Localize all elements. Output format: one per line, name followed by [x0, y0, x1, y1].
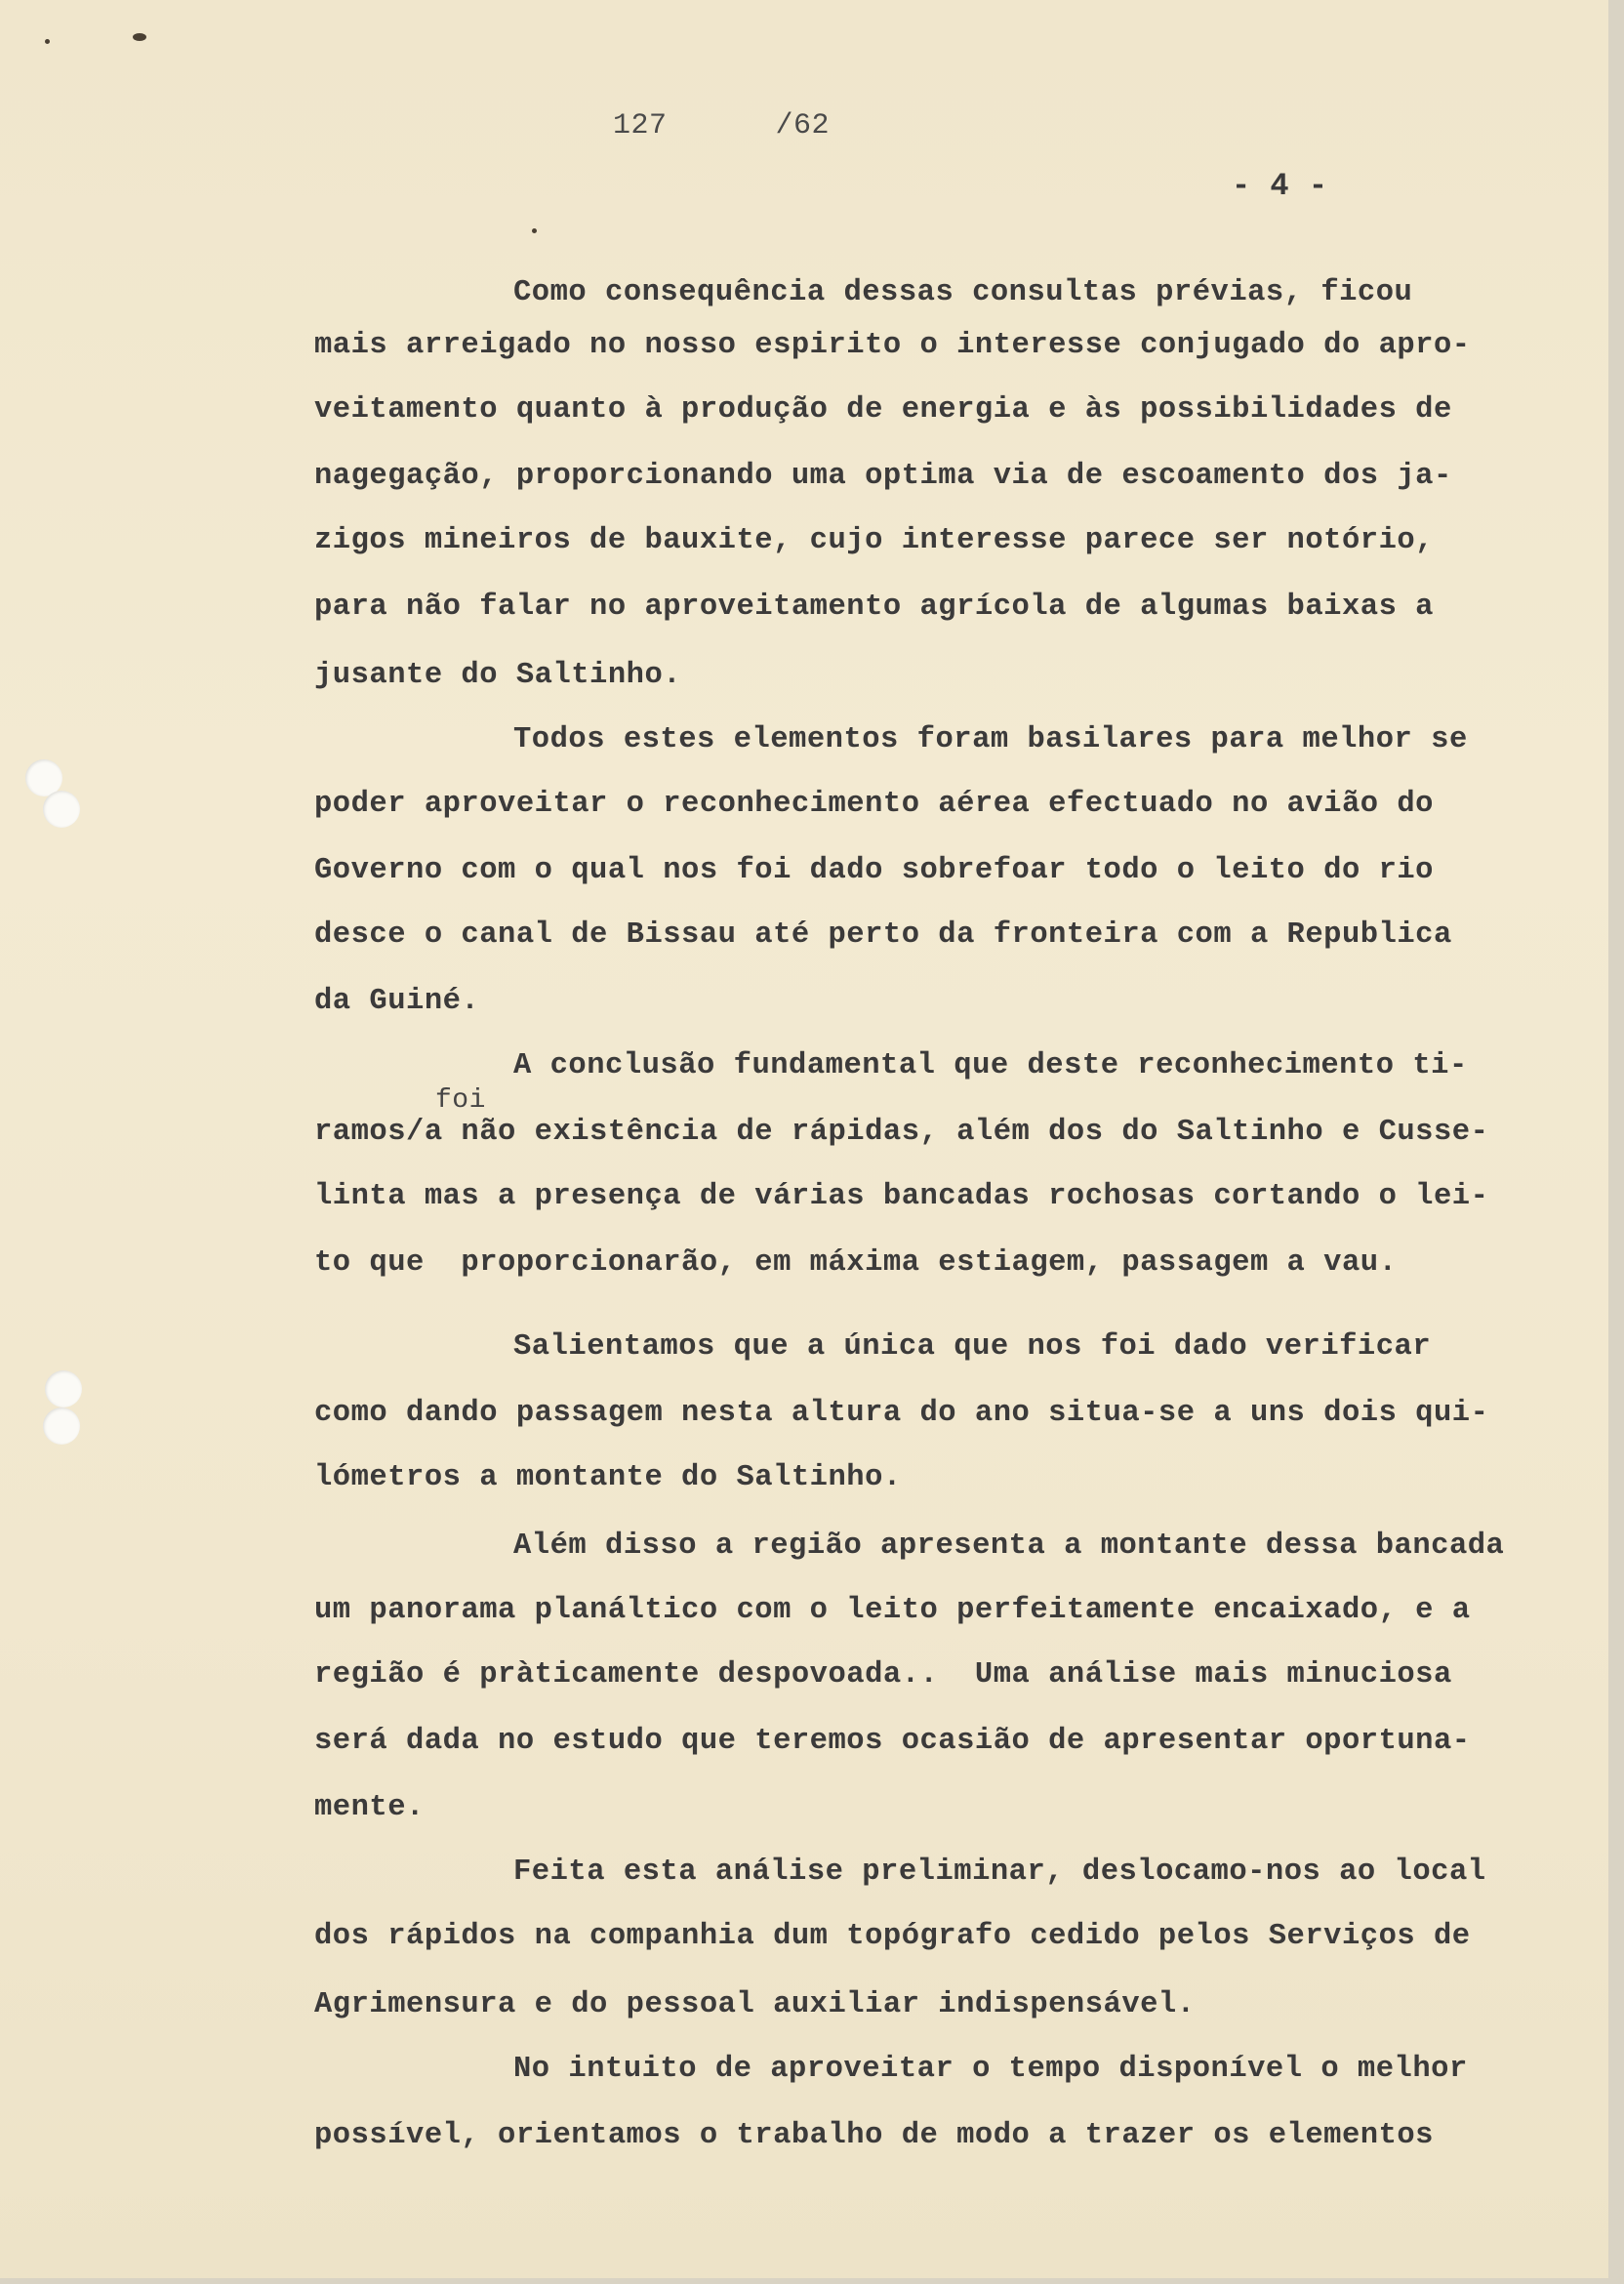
text-line: mente. [314, 1791, 425, 1824]
text-line: dos rápidos na companhia dum topógrafo cedido pelos Serviços de [314, 1920, 1471, 1953]
text-line: Feita esta análise preliminar, deslocamo-nos ao local [513, 1856, 1486, 1889]
text-line: Salientamos que a única que nos foi dado verificar [513, 1330, 1432, 1364]
reference-number: 127 /62 [613, 109, 831, 143]
text-line: linta mas a presença de várias bancadas rochosas cortando o lei- [314, 1180, 1489, 1213]
text-line: nagegação, proporcionando uma optima via de escoamento dos ja- [314, 460, 1452, 493]
punch-hole [45, 1370, 82, 1407]
ink-speck [45, 39, 50, 44]
text-line: veitamento quanto à produção de energia e às possibilidades de [314, 393, 1452, 427]
text-line: to que proporcionarão, em máxima estiagem, passagem a vau. [314, 1246, 1398, 1280]
text-line: região é pràticamente despovoada.. Uma análise mais minuciosa [314, 1658, 1452, 1692]
text-line: jusante do Saltinho. [314, 659, 682, 692]
text-line: Governo com o qual nos foi dado sobrefoar todo o leito do rio [314, 854, 1434, 887]
text-line: A conclusão fundamental que deste reconhecimento ti- [513, 1049, 1468, 1082]
text-line: Como consequência dessas consultas prévias, ficou [513, 276, 1413, 309]
text-line: No intuito de aproveitar o tempo disponível o melhor [513, 2053, 1468, 2086]
text-line: será dada no estudo que teremos ocasião de apresentar oportuna- [314, 1725, 1471, 1758]
ink-speck [532, 228, 537, 233]
punch-hole [43, 791, 80, 828]
text-line: um panorama planáltico com o leito perfeitamente encaixado, e a [314, 1594, 1471, 1627]
page-number: - 4 - [1232, 168, 1328, 204]
text-line: lómetros a montante do Saltinho. [314, 1461, 902, 1494]
text-line: possível, orientamos o trabalho de modo a trazer os elementos [314, 2119, 1434, 2152]
text-line: Além disso a região apresenta a montante dessa bancada [513, 1529, 1505, 1563]
text-line: mais arreigado no nosso espirito o interesse conjugado do apro- [314, 329, 1471, 362]
text-line: como dando passagem nesta altura do ano situa-se a uns dois qui- [314, 1397, 1489, 1430]
text-line: zigos mineiros de bauxite, cujo interesse parece ser notório, [314, 524, 1434, 557]
ink-speck [133, 33, 146, 41]
handwritten-insertion: foi [435, 1085, 486, 1116]
text-line: poder aproveitar o reconhecimento aérea efectuado no avião do [314, 788, 1434, 821]
text-line: para não falar no aproveitamento agrícola de algumas baixas a [314, 591, 1434, 624]
text-line: Todos estes elementos foram basilares para melhor se [513, 723, 1468, 756]
punch-hole [43, 1407, 80, 1445]
text-line: da Guiné. [314, 985, 480, 1018]
text-line: ramos/a não existência de rápidas, além dos do Saltinho e Cusse- [314, 1116, 1489, 1149]
text-line: desce o canal de Bissau até perto da fronteira com a Republica [314, 918, 1452, 952]
text-line: Agrimensura e do pessoal auxiliar indispensável. [314, 1988, 1196, 2021]
